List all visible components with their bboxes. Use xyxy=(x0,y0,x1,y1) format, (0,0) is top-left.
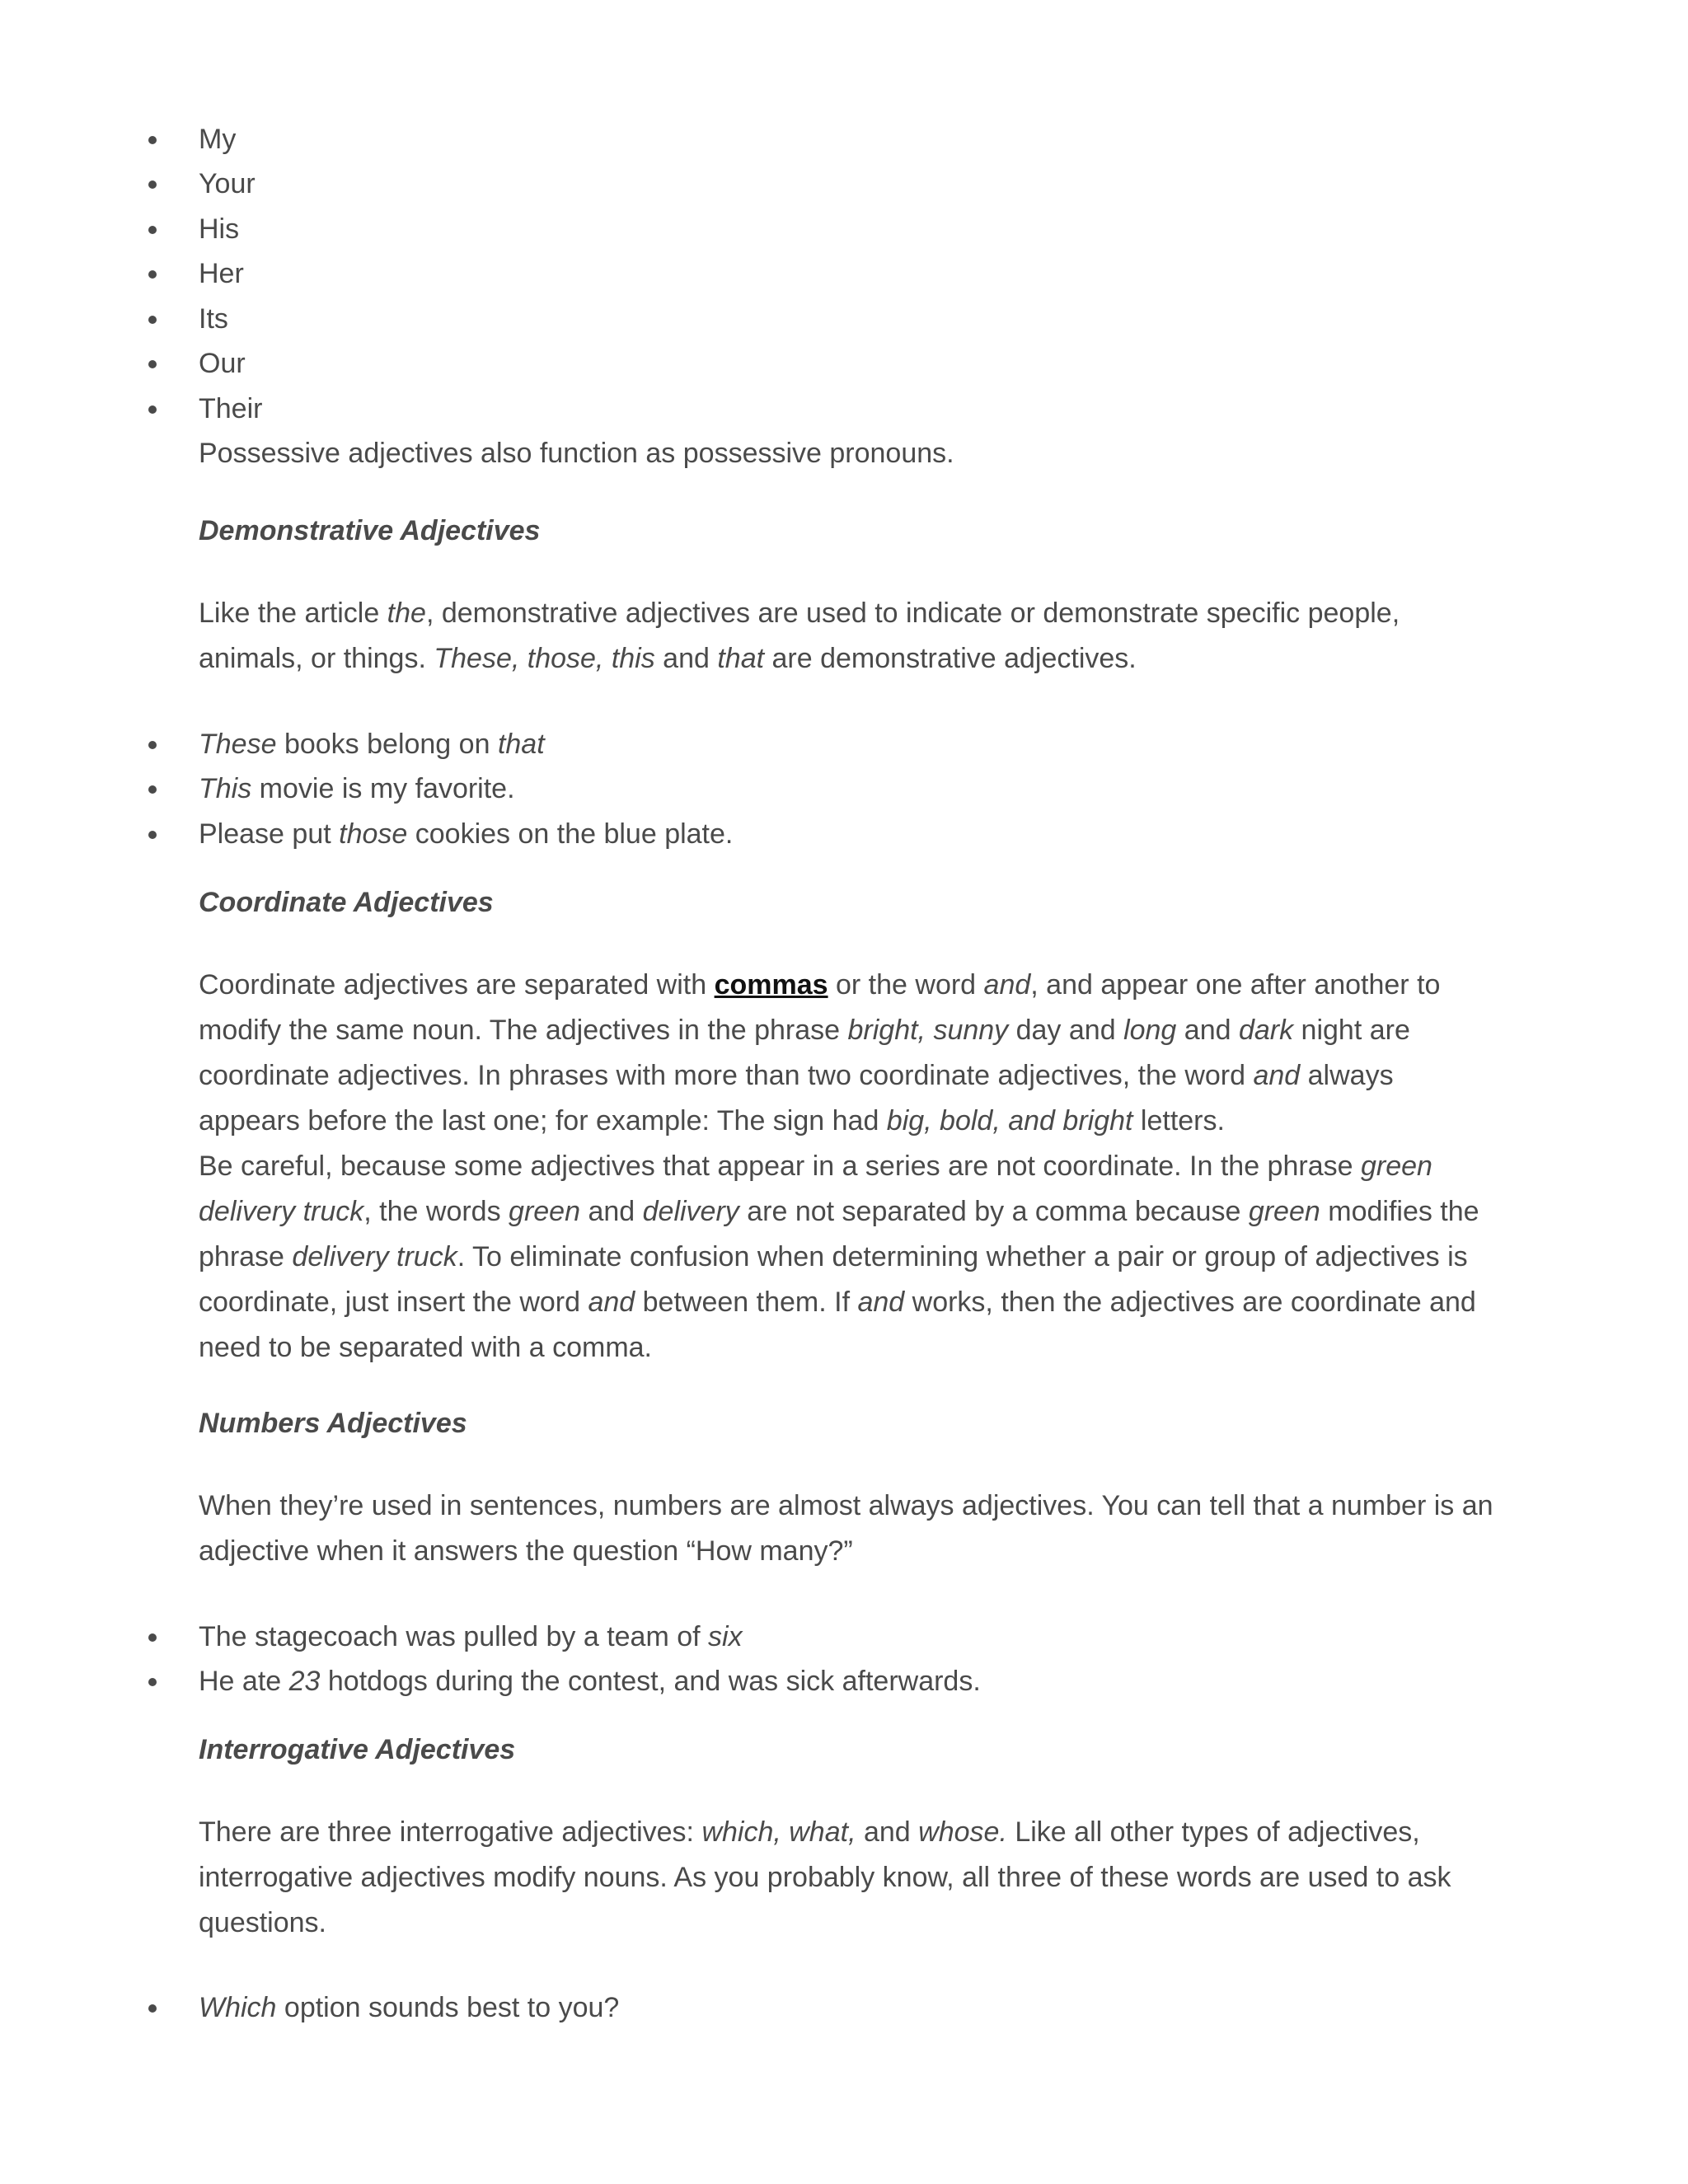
section-heading-interrogative: Interrogative Adjectives xyxy=(199,1734,516,1765)
interrogative-paragraph: There are three interrogative adjectives: which, what, and whose. Like all other types of adjectives, interrogative adjectives modify nouns. As you probably know, all three of these words are used to ask questions. xyxy=(199,1816,1451,1938)
commas-link[interactable]: commas xyxy=(714,969,828,1001)
section-heading-numbers: Numbers Adjectives xyxy=(199,1408,467,1439)
section-heading-demonstrative: Demonstrative Adjectives xyxy=(199,515,541,546)
possessive-note: Possessive adjectives also function as possessive pronouns. xyxy=(199,438,954,469)
numbers-paragraph: When they’re used in sentences, numbers are almost always adjectives. You can tell that a number is an adjective when it answers the question “How many?” xyxy=(199,1490,1493,1567)
document-page: My Your His Her Its Our Their Possessive adjectives also function as possessive pronouns. Demonstrative Adjectives Like the article the, demonstrative adjectives are used to indicate or demonstrate specific people, animals, or things. These, those, this and that are demonstrative adjectives. These books belong on that This movie is my favorite. Please put those cookies on the blue plate. Coordinate Adjectives Coordinate adjectives are separated with commas or the word and, and appear one after another to modify the same noun. The adjectives in the phrase bright, sunny day and long and dark night are coordinate adjectives. In phrases with more than two coordinate adjectives, the word and always appears before the last one; for example: The sign had big, bold, and bright letters. Be careful, because some adjectives that appear in a series are not coordinate. In the phrase green delivery truck, the words green and delivery are not separated by a comma because green modifies the phrase delivery truck. To eliminate confusion when determining whether a pair or group of adjectives is coordinate, just insert the word and between them. If and works, then the adjectives are coordinate and need to be separated with a comma. Numbers Adjectives When they’re used in sentences, numbers are almost always adjectives. You can tell that a number is an adjective when it answers the question “How many?” The stagecoach was pulled by a team of six He ate 23 hotdogs during the contest, and was sick afterwards. Interrogative Adjectives There are three interrogative adjectives: which, what, and whose. Like all other types of adjectives, interrogative adjectives modify nouns. As you probably know, all three of these words are used to ask questions. Which option sounds best to you? xyxy=(0,0,1688,2184)
coordinate-paragraph: Coordinate adjectives are separated with commas or the word and, and appear one after another to modify the same noun. The adjectives in the phrase bright, sunny day and long and dark night are coordinate adjectives. In phrases with more than two coordinate adjectives, the word and always appears before the last one; for example: The sign had big, bold, and bright letters. Be careful, because some adjectives that appear in a series are not coordinate. In the phrase green delivery truck, the words green and delivery are not separated by a comma because green modifies the phrase delivery truck. To eliminate confusion when determining whether a pair or group of adjectives is coordinate, just insert the word and between them. If and works, then the adjectives are coordinate and need to be separated with a comma. xyxy=(199,969,1479,1363)
section-heading-coordinate: Coordinate Adjectives xyxy=(199,887,494,918)
demonstrative-paragraph: Like the article the, demonstrative adjectives are used to indicate or demonstrate specific people, animals, or things. These, those, this and that are demonstrative adjectives. xyxy=(199,598,1400,674)
